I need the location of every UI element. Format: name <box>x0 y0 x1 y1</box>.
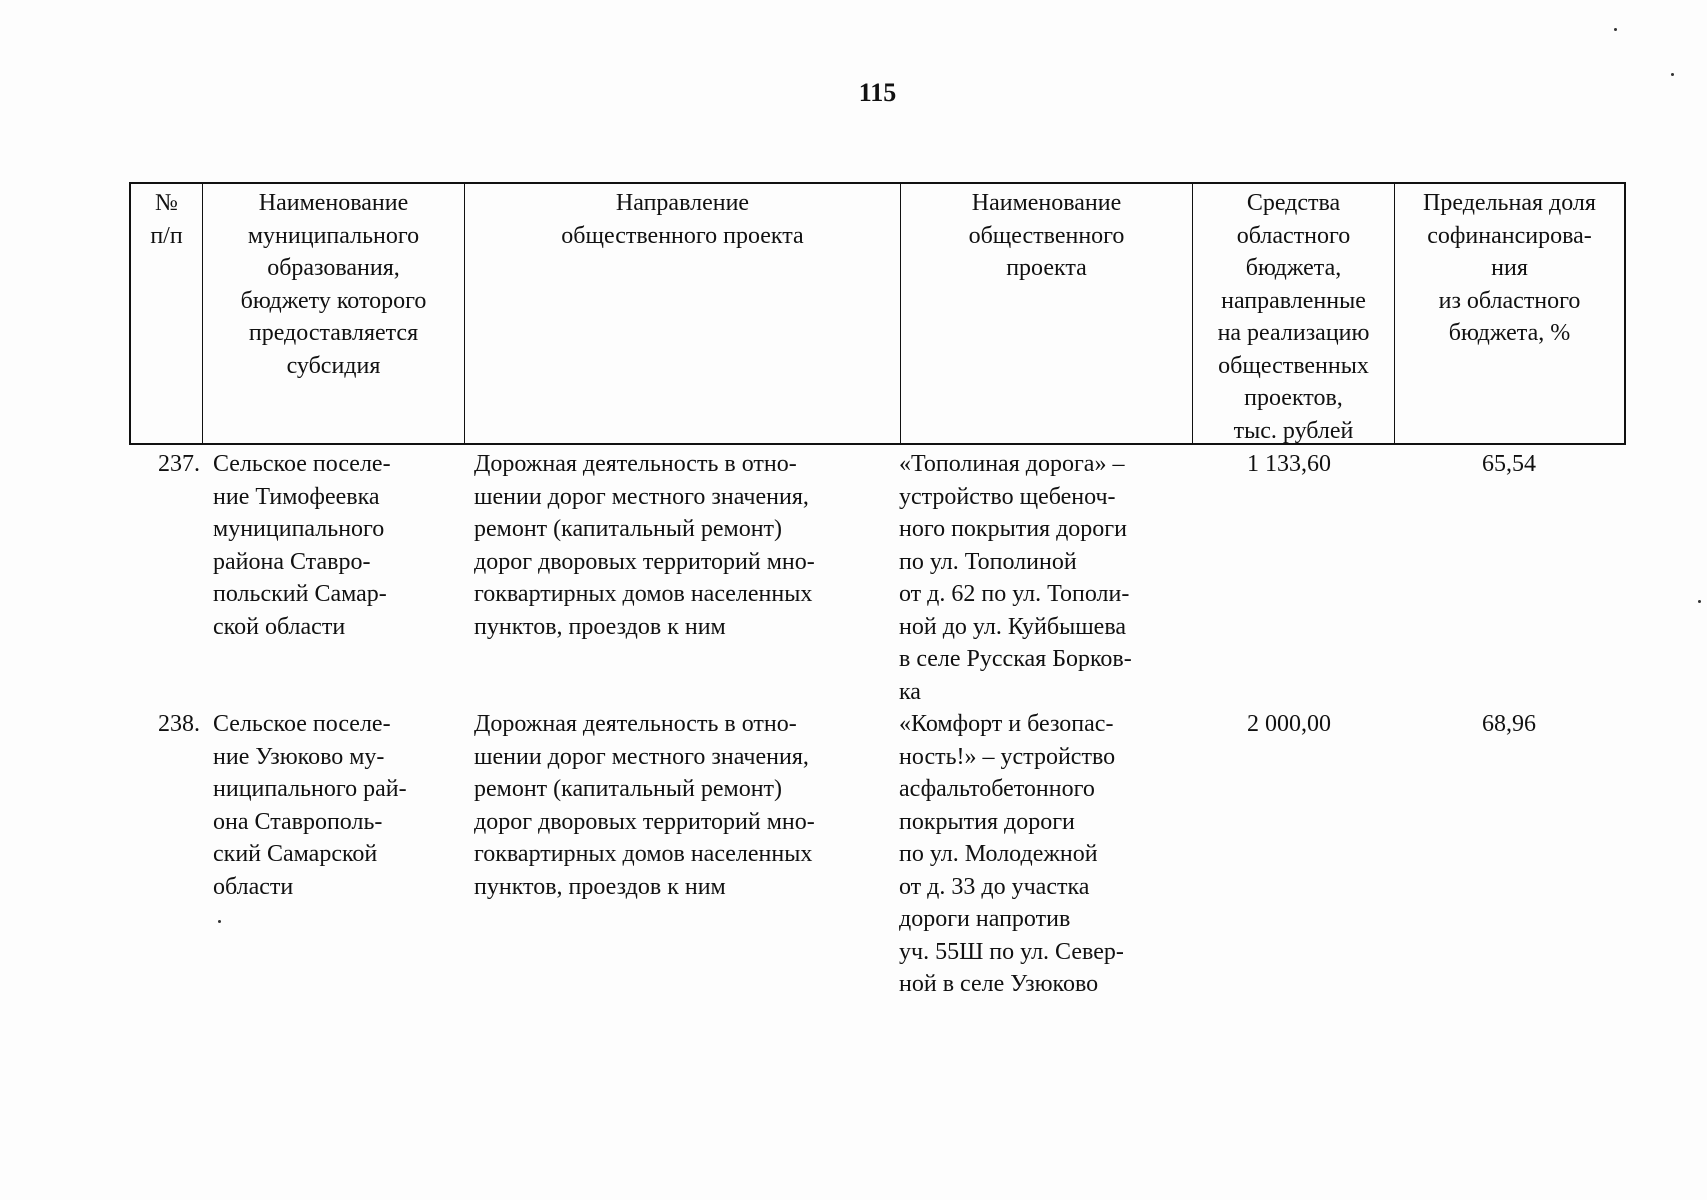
header-line: общественных <box>1218 352 1369 379</box>
cell-line: ской области <box>213 613 346 640</box>
project-cell <box>899 708 1199 1001</box>
header-funds <box>1193 184 1395 443</box>
cell-line: гоквартирных домов населенных <box>474 841 813 867</box>
cell-line: ной в селе Узюково <box>899 971 1099 997</box>
header-line: бюджета, <box>1245 255 1342 281</box>
cell-line: ние Узюково му- <box>213 743 385 770</box>
row-number: 238. <box>158 711 200 737</box>
cell-line: она Ставрополь- <box>213 808 383 835</box>
cell-line: от д. 62 по ул. Тополи- <box>899 581 1130 607</box>
cell-line: Дорожная деятельность в отно- <box>474 451 797 477</box>
cell-line: покрытия дороги <box>899 808 1075 835</box>
cell-line: шении дорог местного значения, <box>474 743 809 770</box>
share-cell: 65,54 <box>1482 451 1536 477</box>
cell-line: дороги напротив <box>899 906 1071 932</box>
direction-cell <box>474 708 914 903</box>
cell-line: пунктов, проездов к ним <box>474 613 726 640</box>
header-line: субсидия <box>286 352 381 379</box>
cell-line: от д. 33 до участка <box>899 873 1090 900</box>
cell-line: района Ставро- <box>213 548 371 575</box>
cell-line: «Тополиная дорога» – <box>899 451 1125 477</box>
header-line: Средства <box>1246 190 1341 216</box>
cell-line: в селе Русская Борков- <box>899 646 1132 672</box>
cell-line: дорог дворовых территорий мно- <box>474 548 815 575</box>
header-share <box>1395 184 1624 443</box>
cell-line: гоквартирных домов населенных <box>474 581 813 607</box>
header-num <box>131 184 203 443</box>
funds-cell: 1 133,60 <box>1247 451 1331 477</box>
page-number: 115 <box>858 78 897 107</box>
header-line: Предельная доля <box>1423 190 1596 216</box>
table-header <box>129 182 1626 445</box>
header-direction <box>465 184 901 443</box>
header-line: Наименование <box>258 190 409 216</box>
cell-line: ремонт (капитальный ремонт) <box>474 776 783 802</box>
header-line: п/п <box>150 222 183 249</box>
header-line: на реализацию <box>1217 320 1370 346</box>
header-line: из областного <box>1438 287 1581 314</box>
cell-line: ной до ул. Куйбышева <box>899 613 1127 640</box>
header-line: направленные <box>1221 287 1366 314</box>
cell-line: пунктов, проездов к ним <box>474 873 726 900</box>
header-line: бюджета, % <box>1448 320 1571 346</box>
header-line: муниципального <box>247 222 420 249</box>
cell-line: муниципального <box>213 516 385 542</box>
scan-speck <box>218 920 221 923</box>
cell-line: ка <box>899 678 921 705</box>
scan-speck <box>1698 600 1701 603</box>
funds-cell: 2 000,00 <box>1247 711 1331 737</box>
cell-line: «Комфорт и безопас- <box>899 711 1114 737</box>
header-municipality <box>203 184 465 443</box>
header-line: проекта <box>1006 255 1087 281</box>
row-number: 237. <box>158 451 200 477</box>
header-line: Направление <box>615 190 750 216</box>
header-line: бюджету которого <box>240 287 427 314</box>
scan-speck <box>1671 73 1674 76</box>
header-line: образования, <box>267 255 400 281</box>
cell-line: асфальтобетонного <box>899 776 1095 802</box>
header-line: тыс. рублей <box>1233 417 1354 444</box>
cell-line: по ул. Молодежной <box>899 841 1098 867</box>
cell-line: ский Самарской <box>213 841 378 867</box>
cell-line: ность!» – устройство <box>899 743 1116 770</box>
cell-line: ниципального рай- <box>213 776 407 802</box>
cell-line: ние Тимофеевка <box>213 483 380 510</box>
cell-line: по ул. Тополиной <box>899 548 1077 575</box>
share-cell: 68,96 <box>1482 711 1536 737</box>
municipality-cell <box>213 708 453 903</box>
cell-line: уч. 55Ш по ул. Север- <box>899 938 1124 965</box>
cell-line: Сельское поселе- <box>213 711 391 737</box>
direction-cell <box>474 448 914 643</box>
cell-line: польский Самар- <box>213 581 387 607</box>
header-line: общественного проекта <box>561 222 804 249</box>
cell-line: Дорожная деятельность в отно- <box>474 711 797 737</box>
header-line: проектов, <box>1244 385 1343 411</box>
cell-line: устройство щебеноч- <box>899 483 1116 510</box>
header-line: № <box>155 190 178 216</box>
project-cell <box>899 448 1199 708</box>
cell-line: ного покрытия дороги <box>899 516 1127 542</box>
cell-line: Сельское поселе- <box>213 451 391 477</box>
header-project <box>901 184 1193 443</box>
cell-line: шении дорог местного значения, <box>474 483 809 510</box>
header-line: Наименование <box>971 190 1122 216</box>
header-line: софинансирова- <box>1427 222 1592 249</box>
municipality-cell <box>213 448 453 643</box>
cell-line: области <box>213 873 294 900</box>
header-line: областного <box>1236 222 1351 249</box>
header-line: общественного <box>968 222 1125 249</box>
cell-line: дорог дворовых территорий мно- <box>474 808 815 835</box>
scan-speck <box>1614 28 1617 31</box>
header-line: ния <box>1491 255 1528 281</box>
cell-line: ремонт (капитальный ремонт) <box>474 516 783 542</box>
header-line: предоставляется <box>248 320 419 346</box>
